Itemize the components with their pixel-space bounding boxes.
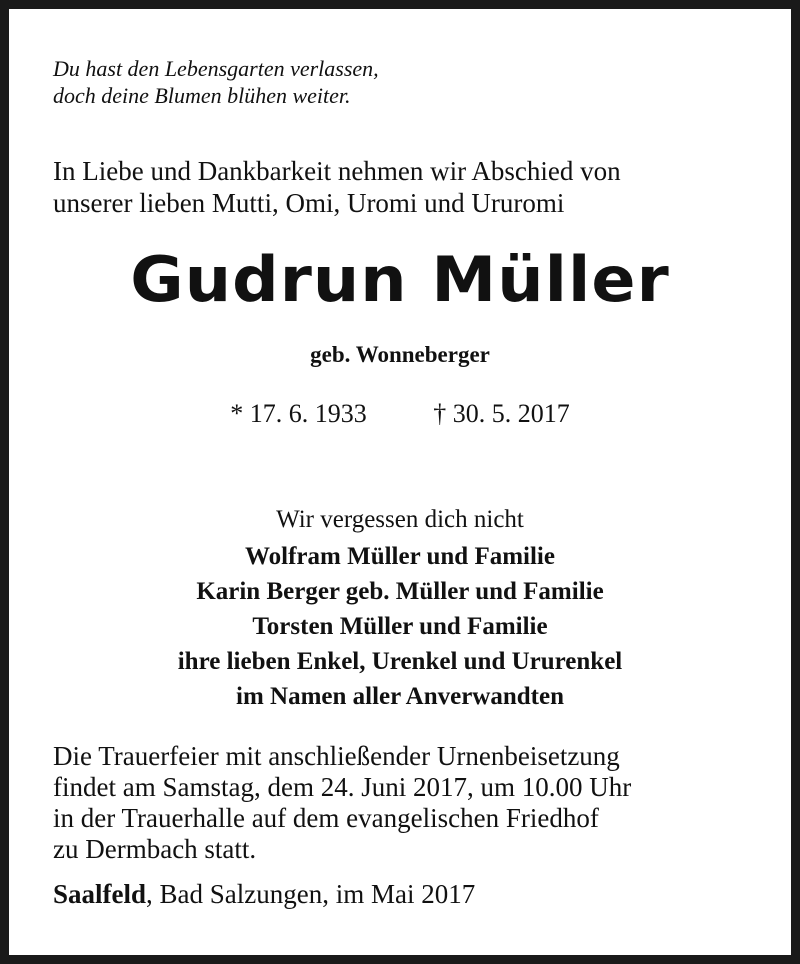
mourner-entry: Karin Berger geb. Müller und Familie bbox=[196, 578, 604, 605]
place-and-date bbox=[53, 879, 475, 910]
intro-line-1: In Liebe und Dankbarkeit nehmen wir Abschied von bbox=[53, 156, 621, 186]
deceased-name: Gudrun Müller bbox=[130, 243, 670, 316]
mourner-entry: Wolfram Müller und Familie bbox=[245, 543, 555, 570]
ceremony-line-4: zu Dermbach statt. bbox=[53, 834, 257, 864]
place-rest: , Bad Salzungen, im Mai 2017 bbox=[146, 879, 476, 909]
ceremony-line-1: Die Trauerfeier mit anschließender Urnenbeisetzung bbox=[53, 741, 620, 771]
motto-line-1: Du hast den Lebensgarten verlassen, bbox=[53, 56, 379, 81]
mourners-lead: Wir vergessen dich nicht bbox=[276, 506, 524, 533]
ceremony-info bbox=[53, 741, 631, 865]
farewell-intro bbox=[53, 155, 621, 219]
place-city: Saalfeld bbox=[53, 879, 147, 909]
life-dates bbox=[9, 399, 791, 429]
mourner-entry: im Namen aller Anverwandten bbox=[236, 683, 564, 710]
ceremony-line-2: findet am Samstag, dem 24. Juni 2017, um 10.00 Uhr bbox=[53, 772, 632, 802]
ceremony-line-3: in der Trauerhalle auf dem evangelischen Friedhof bbox=[53, 803, 599, 833]
mourners-block bbox=[9, 501, 791, 714]
maiden-name: geb. Wonneberger bbox=[310, 342, 490, 367]
death-date: † 30. 5. 2017 bbox=[433, 399, 570, 428]
motto-line-2: doch deine Blumen blühen weiter. bbox=[53, 83, 351, 108]
mourner-entry: Torsten Müller und Familie bbox=[252, 613, 548, 640]
birth-date: * 17. 6. 1933 bbox=[230, 399, 367, 428]
intro-line-2: unserer lieben Mutti, Omi, Uromi und Ururomi bbox=[53, 188, 565, 218]
mourner-entry: ihre lieben Enkel, Urenkel und Ururenkel bbox=[177, 648, 623, 675]
motto-quote bbox=[53, 55, 379, 109]
